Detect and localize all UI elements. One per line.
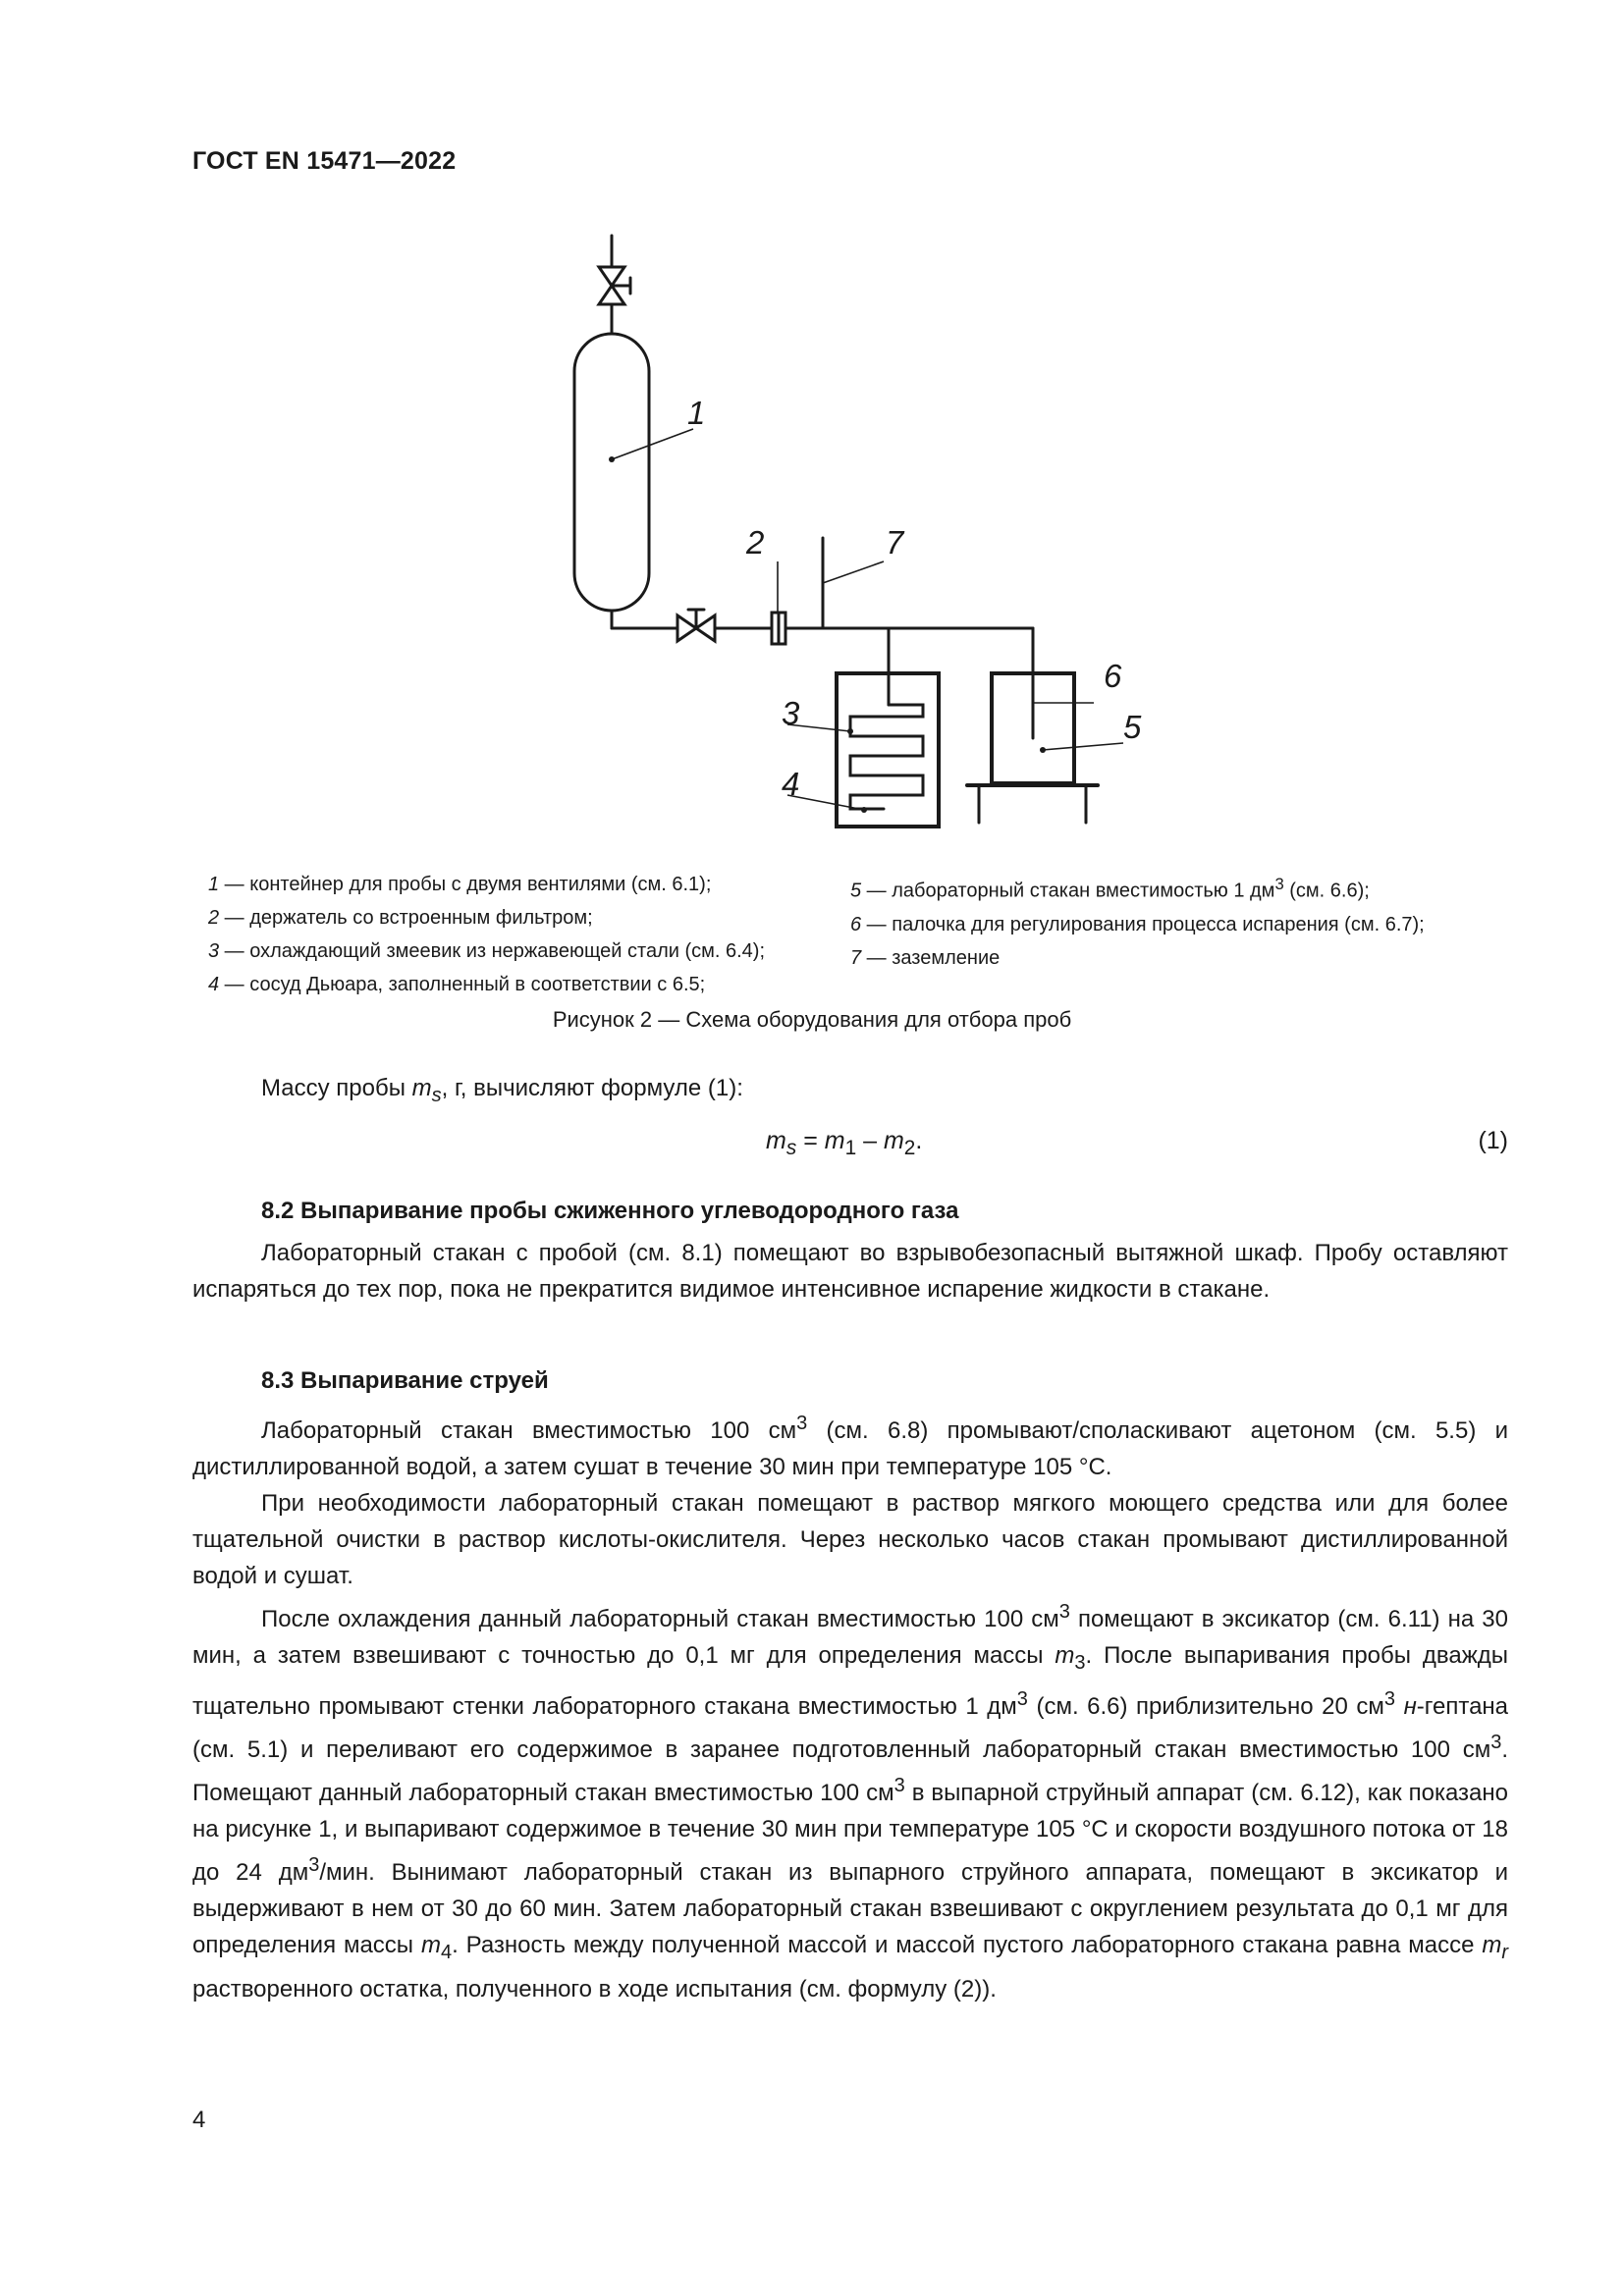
formula-1: $m_s = m_1 - m_2$. — [766, 1127, 923, 1159]
sampling-equipment-diagram — [0, 0, 1624, 864]
callout-7: 7 — [886, 524, 904, 561]
legend-item: 1 — контейнер для пробы с двумя вентилями (см. 6.1); — [208, 874, 712, 895]
formula-number: (1) — [1478, 1127, 1508, 1154]
section-8-3-body — [192, 1406, 1508, 2007]
callout-4: 4 — [782, 766, 800, 802]
cooling-coil-shape — [850, 705, 923, 809]
callout-3: 3 — [782, 695, 800, 731]
mass-intro-paragraph: Массу пробы $m_s$, г, вычисляют формуле (1): — [261, 1075, 743, 1106]
legend-item: 2 — держатель со встроенным фильтром; — [208, 907, 593, 929]
sample-container-shape — [574, 334, 649, 611]
figure-caption: Рисунок 2 — Схема оборудования для отбора проб — [552, 1007, 1072, 1032]
figure-legend-left — [208, 868, 765, 1001]
legend-item: 5 — лабораторный стакан вместимостью 1 $дм^3$ (см. 6.6); — [850, 875, 1370, 902]
section-8-3-heading: 8.3 Выпаривание струей — [261, 1367, 549, 1394]
document-code-header: ГОСТ EN 15471—2022 — [192, 147, 457, 175]
section-8-2-heading: 8.2 Выпаривание пробы сжиженного углеводородного газа — [261, 1198, 959, 1224]
figure-legend-right — [850, 868, 1425, 975]
callout-6: 6 — [1104, 658, 1122, 694]
callout-1: 1 — [687, 395, 706, 431]
legend-item: 7 — заземление — [850, 946, 1001, 969]
legend-item: 4 — сосуд Дьюара, заполненный в соответствии с 6.5; — [208, 974, 706, 995]
legend-item: 6 — палочка для регулирования процесса испарения (см. 6.7); — [850, 913, 1425, 935]
section-8-2-paragraph: Лабораторный стакан с пробой (см. 8.1) помещают во взрывобезопасный вытяжной шкаф. Пробу оставляют испаряться до тех пор, пока не прекратится видимое интенсивное испарение жидкости в стакане. — [192, 1240, 1508, 1303]
callout-5: 5 — [1123, 709, 1142, 745]
section-8-3-paragraph-1: Лабораторный стакан вместимостью 100 $см^3$ (см. 6.8) промывают/споласкивают ацетоном (см. 5.5) и дистиллированной водой, а затем сушат в течение 30 мин при температуре 105 °С. — [192, 1413, 1509, 1480]
section-8-3-paragraph-3: После охлаждения данный лабораторный стакан вместимостью 100 $см^3$ помещают в эксикатор (см. 6.11) на 30 мин, а затем взвешивают с точностью до 0,1 мг для определения массы $m_3$. После выпаривания пробы дважды тщательно промывают стенки лабораторного стакана вместимостью 1 $дм^3$ (см. 6.6) приблизительно 20 $см^3$ н-гептана (см. 5.1) и переливают его содержимое в заранее подготовленный лабораторный стакан вместимостью 100 $см^3$. Помещают данный лабораторный стакан вместимостью 100 $см^3$ в выпарной струйный аппарат (см. 6.12), как показано на рисунке 1, и выпаривают содержимое в течение 30 мин при температуре 105 °С и скорости воздушного потока от 18 до 24 $дм^3$/мин. Вынимают лабораторный стакан из выпарного струйного аппарата, помещают в эксикатор и выдерживают в нем от 30 до 60 мин. Затем лабораторный стакан взвешивают с округлением результата до 0,1 мг для определения массы $m_4$. Разность между полученной массой и массой пустого лабораторного стакана равна массе $m_r$ растворенного остатка, полученного в ходе испытания (см. формулу (2)). — [192, 1601, 1509, 2002]
section-8-3-paragraph-2: При необходимости лабораторный стакан помещают в раствор мягкого моющего средства или для более тщательной очистки в раствор кислоты-окислителя. Через несколько часов стакан промывают дистиллированной водой и сушат. — [192, 1490, 1508, 1589]
page-number: 4 — [192, 2107, 206, 2133]
legend-item: 3 — охлаждающий змеевик из нержавеющей стали (см. 6.4); — [208, 940, 766, 962]
callout-2: 2 — [746, 524, 765, 561]
